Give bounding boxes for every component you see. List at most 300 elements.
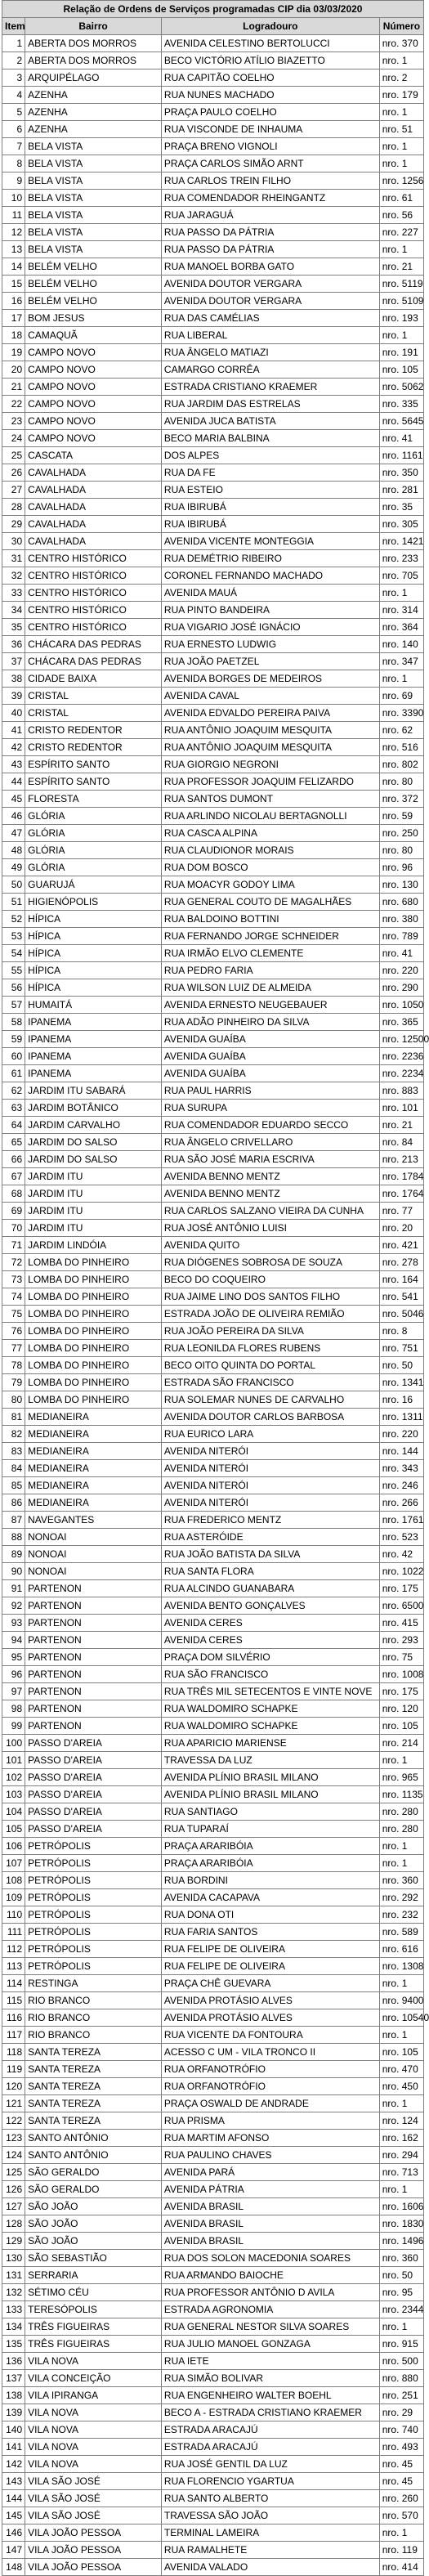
bairro-cell: HUMAITÁ	[25, 997, 162, 1014]
bairro-cell: CAVALHADA	[25, 533, 162, 550]
numero-cell: nro. 251	[379, 2387, 423, 2404]
bairro-cell: VILA SÃO JOSÉ	[25, 2490, 162, 2507]
item-cell: 13	[2, 241, 25, 258]
item-cell: 61	[2, 1065, 25, 1082]
logradouro-cell: RUA WALDOMIRO SCHAPKE	[161, 1718, 379, 1735]
bairro-cell: JARDIM ITU SABARÁ	[25, 1082, 162, 1100]
table-row	[2, 104, 424, 121]
numero-cell: nro. 105	[379, 1718, 423, 1735]
table-row	[2, 1992, 424, 2009]
numero-cell: nro. 372	[379, 791, 423, 808]
numero-cell: nro. 120	[379, 1700, 423, 1718]
item-cell: 29	[2, 516, 25, 533]
logradouro-cell: AVENIDA DOUTOR VERGARA	[161, 276, 379, 293]
logradouro-cell: AVENIDA CERES	[161, 1632, 379, 1649]
logradouro-cell: RUA SANTOS DUMONT	[161, 791, 379, 808]
item-cell: 103	[2, 1786, 25, 1803]
logradouro-cell: RUA JOÃO PAETZEL	[161, 653, 379, 670]
numero-cell: nro. 470	[379, 2061, 423, 2078]
item-cell: 26	[2, 464, 25, 482]
logradouro-cell: AVENIDA GUAÍBA	[161, 1065, 379, 1082]
numero-cell: nro. 1	[379, 2524, 423, 2542]
numero-cell: nro. 162	[379, 2130, 423, 2147]
numero-cell: nro. 51	[379, 121, 423, 138]
numero-cell: nro. 1	[379, 670, 423, 688]
table-row	[2, 1597, 424, 1615]
item-cell: 43	[2, 756, 25, 773]
logradouro-cell: RUA ASTERÓIDE	[161, 1529, 379, 1546]
bairro-cell: GLÓRIA	[25, 808, 162, 825]
bairro-cell: PASSO D'AREIA	[25, 1735, 162, 1752]
logradouro-cell: AVENIDA DOUTOR CARLOS BARBOSA	[161, 1409, 379, 1426]
logradouro-cell: RUA JOSÉ ANTÔNIO LUISI	[161, 1220, 379, 1237]
bairro-cell: LOMBA DO PINHEIRO	[25, 1340, 162, 1357]
logradouro-cell: RUA WILSON LUIZ DE ALMEIDA	[161, 979, 379, 997]
table-row	[2, 1306, 424, 1323]
numero-cell: nro. 1161	[379, 447, 423, 464]
item-cell: 49	[2, 859, 25, 876]
table-row	[2, 533, 424, 550]
logradouro-cell: TERMINAL LAMEIRA	[161, 2524, 379, 2542]
logradouro-cell: RUA CLAUDIONOR MORAIS	[161, 842, 379, 859]
item-cell: 11	[2, 207, 25, 224]
logradouro-cell: AVENIDA BORGES DE MEDEIROS	[161, 670, 379, 688]
table-row	[2, 1134, 424, 1151]
bairro-cell: BELA VISTA	[25, 190, 162, 207]
numero-cell: nro. 41	[379, 430, 423, 447]
logradouro-cell: AVENIDA JUCA BATISTA	[161, 413, 379, 430]
logradouro-cell: RUA BALDOINO BOTTINI	[161, 911, 379, 928]
item-cell: 60	[2, 1048, 25, 1065]
item-cell: 127	[2, 2198, 25, 2215]
bairro-cell: PARTENON	[25, 1683, 162, 1700]
numero-cell: nro. 16	[379, 1391, 423, 1409]
bairro-cell: CENTRO HISTÓRICO	[25, 567, 162, 585]
table-row	[2, 2336, 424, 2353]
bairro-cell: JARDIM LINDÓIA	[25, 1237, 162, 1254]
item-cell: 113	[2, 1958, 25, 1975]
bairro-cell: PARTENON	[25, 1718, 162, 1735]
item-cell: 134	[2, 2318, 25, 2336]
bairro-cell: RIO BRANCO	[25, 2009, 162, 2027]
bairro-cell: CRISTAL	[25, 688, 162, 705]
item-cell: 73	[2, 1271, 25, 1288]
numero-cell: nro. 789	[379, 928, 423, 945]
logradouro-cell: ESTRADA JOÃO DE OLIVEIRA REMIÃO	[161, 1306, 379, 1323]
table-row	[2, 619, 424, 636]
numero-cell: nro. 119	[379, 2542, 423, 2559]
item-cell: 144	[2, 2490, 25, 2507]
table-row	[2, 1700, 424, 1718]
bairro-cell: SÉTIMO CÉU	[25, 2284, 162, 2301]
bairro-cell: CIDADE BAIXA	[25, 670, 162, 688]
bairro-cell: VILA NOVA	[25, 2439, 162, 2456]
numero-cell: nro. 77	[379, 1203, 423, 1220]
item-cell: 145	[2, 2507, 25, 2524]
item-cell: 24	[2, 430, 25, 447]
table-row	[2, 2404, 424, 2421]
bairro-cell: JARDIM ITU	[25, 1203, 162, 1220]
numero-cell: nro. 915	[379, 2336, 423, 2353]
bairro-cell: TERESÓPOLIS	[25, 2301, 162, 2318]
bairro-cell: VILA NOVA	[25, 2404, 162, 2421]
logradouro-cell: RUA PAULINO CHAVES	[161, 2147, 379, 2164]
table-row	[2, 138, 424, 155]
item-cell: 75	[2, 1306, 25, 1323]
table-row	[2, 2061, 424, 2078]
table-row	[2, 1580, 424, 1597]
item-cell: 115	[2, 1992, 25, 2009]
bairro-cell: PARTENON	[25, 1597, 162, 1615]
bairro-cell: NONOAI	[25, 1546, 162, 1563]
item-cell: 105	[2, 1821, 25, 1838]
item-cell: 18	[2, 327, 25, 344]
bairro-cell: CAVALHADA	[25, 499, 162, 516]
item-cell: 104	[2, 1803, 25, 1821]
bairro-cell: VILA JOÃO PESSOA	[25, 2524, 162, 2542]
numero-cell: nro. 294	[379, 2147, 423, 2164]
bairro-cell: VILA NOVA	[25, 2456, 162, 2473]
table-row	[2, 1288, 424, 1306]
bairro-cell: CENTRO HISTÓRICO	[25, 550, 162, 567]
numero-cell: nro. 42	[379, 1546, 423, 1563]
table-row	[2, 2112, 424, 2130]
numero-cell: nro. 1	[379, 1838, 423, 1855]
table-row	[2, 2507, 424, 2524]
logradouro-cell: AVENIDA BRASIL	[161, 2233, 379, 2250]
logradouro-cell: ESTRADA SÃO FRANCISCO	[161, 1374, 379, 1391]
bairro-cell: CAMAQUÃ	[25, 327, 162, 344]
numero-cell: nro. 9400	[379, 1992, 423, 2009]
bairro-cell: RIO BRANCO	[25, 1992, 162, 2009]
item-cell: 70	[2, 1220, 25, 1237]
bairro-cell: CAMPO NOVO	[25, 344, 162, 361]
logradouro-cell: RUA ENGENHEIRO WALTER BOEHL	[161, 2387, 379, 2404]
numero-cell: nro. 1341	[379, 1374, 423, 1391]
numero-cell: nro. 1	[379, 327, 423, 344]
table-row	[2, 722, 424, 739]
table-row	[2, 2421, 424, 2439]
item-cell: 107	[2, 1855, 25, 1872]
numero-cell: nro. 281	[379, 482, 423, 499]
logradouro-cell: ESTRADA CRISTIANO KRAEMER	[161, 379, 379, 396]
item-cell: 47	[2, 825, 25, 842]
numero-cell: nro. 233	[379, 550, 423, 567]
table-row	[2, 241, 424, 258]
table-row	[2, 1666, 424, 1683]
item-cell: 20	[2, 361, 25, 379]
bairro-cell: PETRÓPOLIS	[25, 1906, 162, 1924]
table-row	[2, 928, 424, 945]
numero-cell: nro. 45	[379, 2456, 423, 2473]
table-row	[2, 1151, 424, 1168]
logradouro-cell: RUA ORFANOTRÓFIO	[161, 2078, 379, 2095]
bairro-cell: PARTENON	[25, 1632, 162, 1649]
table-row	[2, 2147, 424, 2164]
numero-cell: nro. 1606	[379, 2198, 423, 2215]
bairro-cell: BELA VISTA	[25, 241, 162, 258]
bairro-cell: LOMBA DO PINHEIRO	[25, 1323, 162, 1340]
item-cell: 82	[2, 1426, 25, 1443]
item-cell: 33	[2, 585, 25, 602]
table-row	[2, 1803, 424, 1821]
table-row	[2, 172, 424, 190]
item-cell: 124	[2, 2147, 25, 2164]
numero-cell: nro. 1308	[379, 1958, 423, 1975]
bairro-cell: SANTA TEREZA	[25, 2095, 162, 2112]
item-cell: 39	[2, 688, 25, 705]
item-cell: 15	[2, 276, 25, 293]
logradouro-cell: RUA JOSÉ GENTIL DA LUZ	[161, 2456, 379, 2473]
logradouro-cell: RUA MANOEL BORBA GATO	[161, 258, 379, 276]
numero-cell: nro. 95	[379, 2284, 423, 2301]
numero-cell: nro. 5062	[379, 379, 423, 396]
table-row	[2, 1340, 424, 1357]
item-cell: 80	[2, 1391, 25, 1409]
numero-cell: nro. 1	[379, 138, 423, 155]
bairro-cell: PETRÓPOLIS	[25, 1958, 162, 1975]
numero-cell: nro. 75	[379, 1649, 423, 1666]
item-cell: 46	[2, 808, 25, 825]
table-row	[2, 2198, 424, 2215]
logradouro-cell: RUA APARICIO MARIENSE	[161, 1735, 379, 1752]
logradouro-cell: RUA PASSO DA PÁTRIA	[161, 241, 379, 258]
table-row	[2, 2439, 424, 2456]
numero-cell: nro. 5109	[379, 293, 423, 310]
logradouro-cell: RUA ÂNGELO MATIAZI	[161, 344, 379, 361]
item-cell: 25	[2, 447, 25, 464]
logradouro-cell: AVENIDA PLÍNIO BRASIL MILANO	[161, 1769, 379, 1786]
numero-cell: nro. 450	[379, 2078, 423, 2095]
table-row	[2, 2301, 424, 2318]
item-cell: 130	[2, 2250, 25, 2267]
logradouro-cell: RUA PEDRO FARIA	[161, 962, 379, 979]
logradouro-cell: PRAÇA ARARIBÓIA	[161, 1838, 379, 1855]
bairro-cell: HÍPICA	[25, 962, 162, 979]
table-row	[2, 69, 424, 87]
logradouro-cell: AVENIDA CERES	[161, 1615, 379, 1632]
logradouro-cell: DOS ALPES	[161, 447, 379, 464]
numero-cell: nro. 8	[379, 1323, 423, 1340]
item-cell: 48	[2, 842, 25, 859]
table-row	[2, 396, 424, 413]
bairro-cell: LOMBA DO PINHEIRO	[25, 1271, 162, 1288]
logradouro-cell: TRAVESSA SÃO JOÃO	[161, 2507, 379, 2524]
numero-cell: nro. 1496	[379, 2233, 423, 2250]
item-cell: 1	[2, 35, 25, 52]
bairro-cell: PASSO D'AREIA	[25, 1803, 162, 1821]
numero-cell: nro. 232	[379, 1906, 423, 1924]
table-row	[2, 894, 424, 911]
numero-cell: nro. 84	[379, 1134, 423, 1151]
logradouro-cell: AVENIDA BENNO MENTZ	[161, 1168, 379, 1185]
bairro-cell: ABERTA DOS MORROS	[25, 52, 162, 69]
numero-cell: nro. 883	[379, 1082, 423, 1100]
logradouro-cell: RUA LIBERAL	[161, 327, 379, 344]
logradouro-cell: RUA CAPITÃO COELHO	[161, 69, 379, 87]
logradouro-cell: AVENIDA BRASIL	[161, 2215, 379, 2233]
item-cell: 52	[2, 911, 25, 928]
logradouro-cell: AVENIDA MAUÁ	[161, 585, 379, 602]
numero-cell: nro. 105	[379, 361, 423, 379]
logradouro-cell: RUA ESTEIO	[161, 482, 379, 499]
table-row	[2, 2044, 424, 2061]
item-cell: 53	[2, 928, 25, 945]
item-cell: 58	[2, 1014, 25, 1031]
item-cell: 116	[2, 2009, 25, 2027]
logradouro-cell: RUA PINTO BANDEIRA	[161, 602, 379, 619]
table-row	[2, 876, 424, 894]
table-row	[2, 1941, 424, 1958]
numero-cell: nro. 1784	[379, 1168, 423, 1185]
table-row	[2, 464, 424, 482]
logradouro-cell: ESTRADA ARACAJÚ	[161, 2421, 379, 2439]
item-cell: 5	[2, 104, 25, 121]
bairro-cell: JARDIM ITU	[25, 1168, 162, 1185]
logradouro-cell: AVENIDA DOUTOR VERGARA	[161, 293, 379, 310]
item-cell: 50	[2, 876, 25, 894]
item-cell: 68	[2, 1185, 25, 1203]
numero-cell: nro. 61	[379, 190, 423, 207]
numero-cell: nro. 124	[379, 2112, 423, 2130]
item-cell: 88	[2, 1529, 25, 1546]
numero-cell: nro. 415	[379, 1615, 423, 1632]
table-row	[2, 2559, 424, 2576]
logradouro-cell: PRAÇA ARARIBÓIA	[161, 1855, 379, 1872]
logradouro-cell: CORONEL FERNANDO MACHADO	[161, 567, 379, 585]
bairro-cell: TRÊS FIGUEIRAS	[25, 2318, 162, 2336]
table-row	[2, 190, 424, 207]
bairro-cell: VILA NOVA	[25, 2421, 162, 2439]
numero-cell: nro. 1421	[379, 533, 423, 550]
logradouro-cell: RUA ARMANDO BAIOCHE	[161, 2267, 379, 2284]
bairro-cell: AZENHA	[25, 104, 162, 121]
logradouro-cell: RUA COMENDADOR RHEINGANTZ	[161, 190, 379, 207]
bairro-cell: JARDIM DO SALSO	[25, 1134, 162, 1151]
logradouro-cell: AVENIDA BENNO MENTZ	[161, 1185, 379, 1203]
table-row	[2, 2164, 424, 2181]
table-row	[2, 756, 424, 773]
numero-cell: nro. 266	[379, 1494, 423, 1512]
numero-cell: nro. 246	[379, 1477, 423, 1494]
logradouro-cell: PRAÇA CHÊ GUEVARA	[161, 1975, 379, 1992]
bairro-cell: PARTENON	[25, 1649, 162, 1666]
logradouro-cell: RUA SIMÃO BOLIVAR	[161, 2370, 379, 2387]
bairro-cell: LOMBA DO PINHEIRO	[25, 1374, 162, 1391]
numero-cell: nro. 105	[379, 2044, 423, 2061]
logradouro-cell: RUA SANTIAGO	[161, 1803, 379, 1821]
numero-cell: nro. 680	[379, 894, 423, 911]
item-cell: 55	[2, 962, 25, 979]
item-cell: 12	[2, 224, 25, 241]
item-cell: 146	[2, 2524, 25, 2542]
numero-cell: nro. 193	[379, 310, 423, 327]
table-row	[2, 1838, 424, 1855]
logradouro-cell: RUA CARLOS TREIN FILHO	[161, 172, 379, 190]
logradouro-cell: RUA ALCINDO GUANABARA	[161, 1580, 379, 1597]
logradouro-cell: RUA SANTA FLORA	[161, 1563, 379, 1580]
table-row	[2, 2095, 424, 2112]
table-row	[2, 825, 424, 842]
numero-cell: nro. 213	[379, 1151, 423, 1168]
logradouro-cell: RUA GENERAL NESTOR SILVA SOARES	[161, 2318, 379, 2336]
bairro-cell: JARDIM BOTÂNICO	[25, 1100, 162, 1117]
logradouro-cell: RUA JOÃO PEREIRA DA SILVA	[161, 1323, 379, 1340]
table-row	[2, 1649, 424, 1666]
header-row	[2, 18, 424, 35]
table-row	[2, 1786, 424, 1803]
logradouro-cell: RUA FERNANDO JORGE SCHNEIDER	[161, 928, 379, 945]
table-row	[2, 2078, 424, 2095]
table-row	[2, 2130, 424, 2147]
logradouro-cell: AVENIDA ERNESTO NEUGEBAUER	[161, 997, 379, 1014]
table-row	[2, 2387, 424, 2404]
table-row	[2, 52, 424, 69]
item-cell: 89	[2, 1546, 25, 1563]
bairro-cell: BELA VISTA	[25, 224, 162, 241]
table-row	[2, 1237, 424, 1254]
table-row	[2, 2524, 424, 2542]
item-cell: 100	[2, 1735, 25, 1752]
item-cell: 112	[2, 1941, 25, 1958]
item-cell: 92	[2, 1597, 25, 1615]
item-cell: 42	[2, 739, 25, 756]
bairro-cell: PETRÓPOLIS	[25, 1924, 162, 1941]
numero-cell: nro. 2236	[379, 1048, 423, 1065]
item-cell: 114	[2, 1975, 25, 1992]
item-cell: 131	[2, 2267, 25, 2284]
table-row	[2, 2353, 424, 2370]
item-cell: 59	[2, 1031, 25, 1048]
table-row	[2, 1117, 424, 1134]
item-cell: 143	[2, 2473, 25, 2490]
item-cell: 139	[2, 2404, 25, 2421]
table-row	[2, 1735, 424, 1752]
bairro-cell: CHÁCARA DAS PEDRAS	[25, 653, 162, 670]
bairro-cell: PASSO D'AREIA	[25, 1752, 162, 1769]
bairro-cell: CAMPO NOVO	[25, 396, 162, 413]
bairro-cell: MEDIANEIRA	[25, 1477, 162, 1494]
table-row	[2, 2473, 424, 2490]
bairro-cell: SANTA TEREZA	[25, 2078, 162, 2095]
numero-cell: nro. 175	[379, 1580, 423, 1597]
logradouro-cell: PRAÇA OSWALD DE ANDRADE	[161, 2095, 379, 2112]
item-cell: 95	[2, 1649, 25, 1666]
bairro-cell: CRISTO REDENTOR	[25, 722, 162, 739]
bairro-cell: GUARUJÁ	[25, 876, 162, 894]
numero-cell: nro. 164	[379, 1271, 423, 1288]
table-row	[2, 2284, 424, 2301]
bairro-cell: SÃO JOÃO	[25, 2198, 162, 2215]
numero-cell: nro. 965	[379, 1769, 423, 1786]
item-cell: 106	[2, 1838, 25, 1855]
table-row	[2, 87, 424, 104]
logradouro-cell: RUA PROFESSOR JOAQUIM FELIZARDO	[161, 773, 379, 791]
bairro-cell: BELA VISTA	[25, 207, 162, 224]
bairro-cell: SÃO GERALDO	[25, 2181, 162, 2198]
table-row	[2, 1752, 424, 1769]
logradouro-cell: BECO DO COQUEIRO	[161, 1271, 379, 1288]
table-row	[2, 1065, 424, 1082]
table-row	[2, 155, 424, 172]
logradouro-cell: AVENIDA NITERÓI	[161, 1443, 379, 1460]
item-cell: 148	[2, 2559, 25, 2576]
item-cell: 74	[2, 1288, 25, 1306]
item-cell: 54	[2, 945, 25, 962]
numero-cell: nro. 414	[379, 2559, 423, 2576]
logradouro-cell: BECO VICTÓRIO ATÍLIO BIAZETTO	[161, 52, 379, 69]
logradouro-cell: RUA CARLOS SALZANO VIEIRA DA CUNHA	[161, 1203, 379, 1220]
